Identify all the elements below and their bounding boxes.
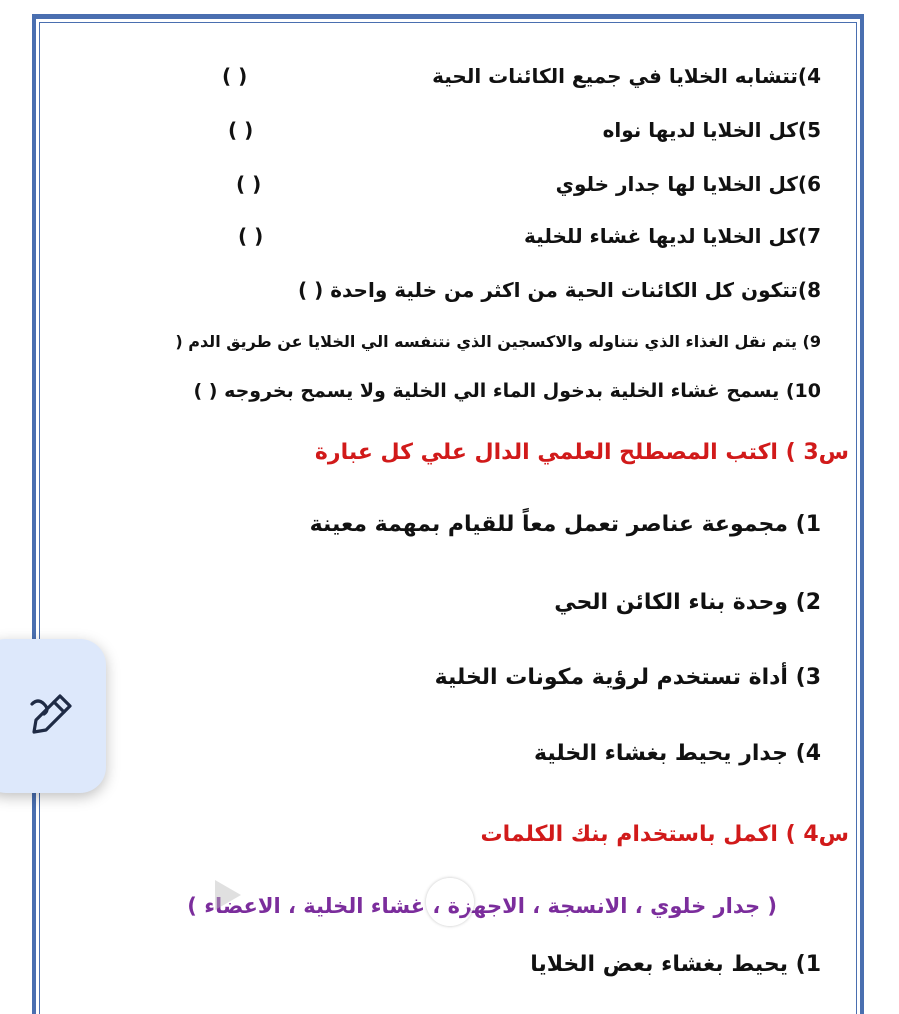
q3-title: س3 ) اكتب المصطلح العلمي الدال علي كل عبارة bbox=[314, 440, 849, 465]
q3-item-1: 1) مجموعة عناصر تعمل معاً للقيام بمهمة معينة bbox=[309, 512, 821, 537]
tf-paren-7: ( ) bbox=[238, 224, 264, 248]
tf-paren-5: ( ) bbox=[228, 118, 254, 142]
selection-circle[interactable] bbox=[426, 878, 474, 926]
q4-item-1-partial: 1) يحيط بغشاء بعض الخلايا bbox=[530, 952, 821, 977]
q4-title: س4 ) اكمل باستخدام بنك الكلمات bbox=[480, 822, 849, 847]
q3-item-3: 3) أداة تستخدم لرؤية مكونات الخلية bbox=[434, 665, 821, 690]
word-bank: ( جدار خلوي ، الانسجة ، الاجهزة ، غشاء الخلية ، الاعضاء ) bbox=[187, 894, 777, 918]
pen-edit-icon[interactable] bbox=[8, 688, 78, 744]
tf-paren-4: ( ) bbox=[222, 64, 248, 88]
tf-paren-6: ( ) bbox=[236, 172, 262, 196]
q3-item-2: 2) وحدة بناء الكائن الحي bbox=[554, 590, 821, 615]
tf-item-8: 8)تتكون كل الكائنات الحية من اكثر من خلية واحدة ( ) bbox=[297, 278, 821, 302]
tf-item-7: 7)كل الخلايا لديها غشاء للخلية bbox=[524, 224, 821, 248]
tf-item-6: 6)كل الخلايا لها جدار خلوي bbox=[555, 172, 821, 196]
edit-tool-panel[interactable] bbox=[0, 639, 106, 793]
tf-item-5: 5)كل الخلايا لديها نواه bbox=[602, 118, 821, 142]
q3-item-4: 4) جدار يحيط بغشاء الخلية bbox=[534, 741, 821, 766]
tf-item-9: 9) يتم نقل الغذاء الذي نتناوله والاكسجين الذي نتنفسه الي الخلايا عن طريق الدم ( bbox=[175, 332, 821, 351]
tf-item-10: 10) يسمح غشاء الخلية بدخول الماء الي الخلية ولا يسمح بخروجه ( ) bbox=[193, 380, 821, 402]
play-icon[interactable] bbox=[207, 876, 245, 914]
tf-item-4: 4)تتشابه الخلايا في جميع الكائنات الحية bbox=[432, 64, 821, 88]
